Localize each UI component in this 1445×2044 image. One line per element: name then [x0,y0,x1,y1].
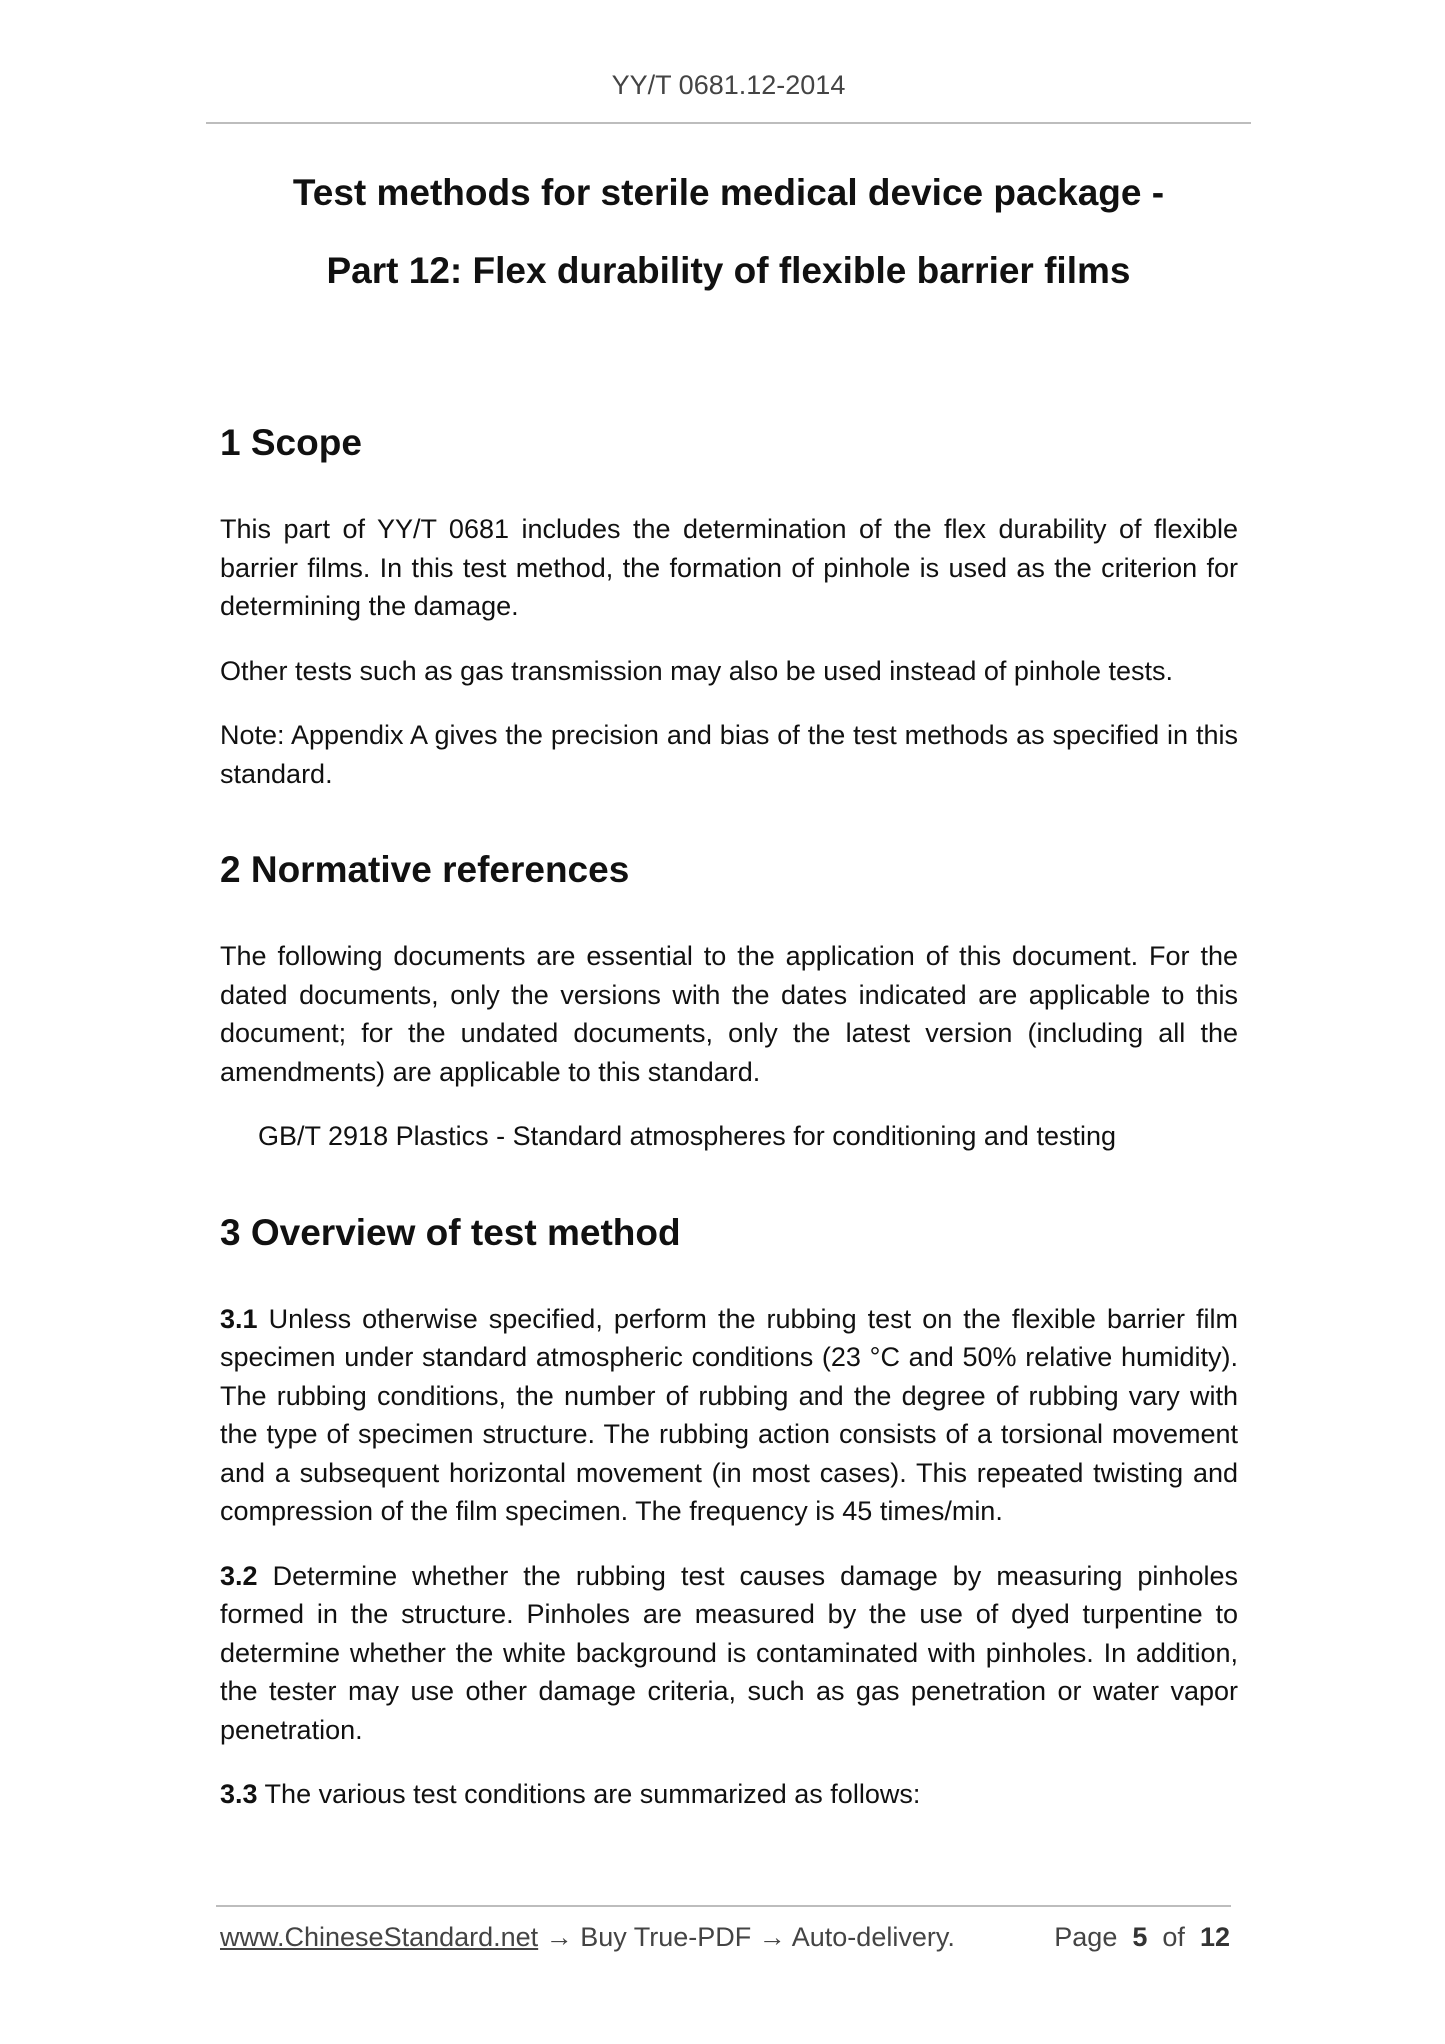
page-indicator [1054,1922,1230,1953]
document-body [220,418,1238,1814]
arrow-icon: → [538,1922,581,1952]
clause-3-3 [220,1775,1238,1814]
clause-text: Determine whether the rubbing test causes damage by measuring pinholes formed in the structure. Pinholes are measured by the use of dyed turpentine to determine whether the white background is contaminated with pinholes. In addition, the tester may use other damage criteria, such as gas penetration or water vapor penetration. [220,1560,1238,1745]
normative-paragraph: The following documents are essential to the application of this document. For the dated documents, only the versions with the dates indicated are applicable to this document; for the undated documents, only the latest version (including all the amendments) are applicable to this standard. [220,941,1238,1087]
footer-links [220,1922,955,1953]
section-scope-heading: 1 Scope [220,422,362,463]
normative-reference-item: GB/T 2918 Plastics - Standard atmospheres for conditioning and testing [258,1121,1116,1151]
clause-text: Unless otherwise specified, perform the rubbing test on the flexible barrier film specimen under standard atmospheric conditions (23 °C and 50% relative humidity). The rubbing conditions, the number of rubbing and the degree of rubbing vary with the type of specimen structure. The rubbing action consists of a torsional movement and a subsequent horizontal movement (in most cases). This repeated twisting and compression of the film specimen. The frequency is 45 times/min. [220,1303,1238,1526]
doc-title-line2: Part 12: Flex durability of flexible barrier films [326,250,1131,291]
clause-number: 3.3 [220,1779,258,1809]
buy-pdf-text: Buy True-PDF [580,1922,752,1952]
scope-paragraph-1: This part of YY/T 0681 includes the determination of the flex durability of flexible barrier films. In this test method, the formation of pinhole is used as the criterion for determining the damage. [220,514,1238,621]
section-normative-heading: 2 Normative references [220,849,630,890]
clause-3-1 [220,1300,1238,1531]
doc-title-line1: Test methods for sterile medical device package - [292,172,1165,213]
clause-number: 3.1 [220,1303,258,1334]
clause-number: 3.2 [220,1560,258,1591]
auto-delivery-text: Auto-delivery. [791,1922,955,1952]
page-number: 5 [1132,1922,1148,1952]
section-overview-heading: 3 Overview of test method [220,1211,681,1253]
header-divider [206,122,1251,124]
page-label: Page [1054,1922,1118,1952]
clause-3-2 [220,1557,1238,1750]
arrow-icon: → [751,1922,792,1952]
scope-paragraph-2: Other tests such as gas transmission may also be used instead of pinhole tests. [220,655,1173,686]
header-doc-code: YY/T 0681.12-2014 [611,70,846,100]
scope-note: Note: Appendix A gives the precision and bias of the test methods as specified in this standard. [220,720,1238,789]
site-link[interactable]: www.ChineseStandard.net [220,1922,539,1952]
of-label: of [1162,1922,1185,1952]
page-total: 12 [1199,1922,1230,1952]
clause-text: The various test conditions are summarized as follows: [257,1779,921,1809]
footer-divider [216,1905,1231,1907]
